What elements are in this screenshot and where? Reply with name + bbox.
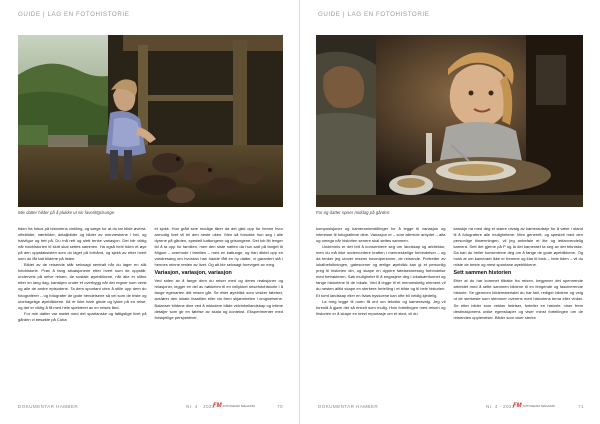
logo-subtitle: FOTOGRAFI MAGASIN — [522, 404, 555, 408]
paragraph: Ved siden av å fange dem du reiser med og deres reaksjoner og relasjoner, kigger en del av nøkkelen til en vellykket reisefotohistorie i å fange egenarten ditt reisen går. Se etter øyeblikk som vekker følelser, avslører den lokale livsstilen eller vis frem skjønnheten i omgivelsene. Balanser bildene dine ved å inkludere både vidvinkellandskap og intime detaljer som gir en følelse av skala og kontekst. Eksperimenter med forskjellige perspektiver, — [154, 278, 283, 320]
photo-girl-with-piglets — [18, 35, 283, 207]
paragraph: et sjokk. Hun grått sine modige tårer da det gikk opp for henne hvor armodig livet vil bli den neste uken. Men så forsokte hun seg i alle dyrene på gården, spesielt kattungene og grisungene. Det tok litt lenger tid å ta opp for familien, men den siste natten da hun satt på fanget til Miguel – overhode i familien – med en kattunge, og han diktet opp en vandresang om hvordan han hadde fått en ny datter, vi garantert stå i hennes minne resten av livet. Og alt ble selvsagt forevigert av meg. — [154, 226, 283, 268]
magazine-logo — [513, 403, 555, 409]
paragraph: Underveis er det lett å konsentrere seg om landskap og arkitektur, men du må ikke undervurdere kraften i menneskelige forbindelser – og da tenker jeg utover resens hovedpersoner, de reisende. Portretter av lokalbefolkningen, gatescener og ærlige øyeblikk kan gi et personlig preg til historien din, og skape en dypere følelsesmessig forbindelse med betrakteren. Søk muligheter til å engasjere deg i lokalsamfunnet og fange historiene til de lokale. Ved å legge til et menneskelig element vil du nesten alltid skape en sterkere fortelling i et bilde og til hele historien. Et tomt landskap eller en livløs bysscene kan ofte bli veldig kjedelig. — [316, 244, 446, 298]
logo-subtitle: FOTOGRAFI MAGASIN — [222, 404, 255, 408]
logo-mark: FM — [513, 403, 522, 409]
article-columns — [316, 226, 583, 321]
section-heading: Sett sammen historien — [453, 270, 512, 277]
photo-girl-eating-dinner — [316, 35, 583, 207]
section-heading: Variasjon, variasjon, variasjon — [154, 270, 232, 277]
article-column-1 — [316, 226, 446, 321]
photo-caption: For eg datter spiser middag på gården: — [316, 210, 391, 215]
article-column-2 — [155, 226, 284, 323]
footer-issue: Nr. 4 · 2023 — [186, 404, 215, 409]
paragraph: For mie datter var møtet med det spartanske og fattigslige livet på gården vi besøkte på Cuba — [18, 310, 147, 322]
page-footer — [318, 403, 584, 413]
page-header: GUIDE | LAG EN FOTOHISTORIE — [318, 11, 430, 18]
paragraph: Bildet av de reisende står selvsagt sentralt når du lager en slik fotohistorie. Prøv å fang situasjonene etter hvert som de oppstår, underveis på selve reisen, de sosiale øyeblikkene, når alle er slitne etter en lang dag, kanskjen under et overbygg når det regner som verst og alle de andre episodene. Ta dem spontant uten å stille opp dem du fotograferer – og fotografer de gode hendelsene så vel som de triste og ubehagelige øyeblikkene. Alt er ikke bare glede og lykke på en reise, og det er viktig å få med hele spekteret av en reises ånd. — [18, 262, 147, 310]
article-column-2 — [454, 226, 584, 321]
right-page — [300, 0, 600, 424]
paragraph: Etter at du har kommet tilbake fra reisen, begynner det spennende arbeidet med å sette sammen bildene til en fengende og fascinerende historie. Se gjennom bildematerialet du har tatt, rediger bildene og velg ut de sterkeste som stemmer overens med historiens tema eller vinkel. Se etter bilder som vekker følelser, forteller en historie, viser frem destinasjonens unike egenskaper og viser minst fortellingen om de reisendes opplevelser. Bilder som viser sterke — [453, 278, 583, 320]
page-number: 71 — [578, 404, 584, 409]
paragraph: tiden ha fokus på historiens vinkling, og sørge for at du tar bilde øverst-oftebilder, nærbilder, detaljbilder og bilder av menneskene i hel- og halvfigur og tett på. Du må rett og slett tenke variasjon. Det blir viktig når fotohistorien til slutt skal settes sammen. Ha også hele tiden et øye på den oppstaksisten som du laget på forhånd, og sjekk av etter hvert som du får tatt bildene på listen. — [18, 226, 147, 262]
page-number: 70 — [277, 404, 283, 409]
article-columns — [18, 226, 283, 323]
footer-issue: Nr. 4 · 2023 — [486, 404, 515, 409]
paragraph: kanskje ha med deg et større utvalg av kamerautstyr for å være i stand til å fotografere alle mulighetene. Men generelt, og spesielt med den personlige tilnærmingen, vil jeg anbefale et lite og lettanvendelig kamera. Sett det gjerne på P og la det kameraet ta seg av det tekniske. Da kan du heller konsentrere deg om å fange de gode øyeblikkene. Og husk at om kameraet ikke er fremme og klar til bruk – hele tiden – vil du miste de beste og mest spontane øyeblikkene. — [453, 226, 583, 268]
logo-mark: FM — [213, 403, 222, 409]
photo-girl-with-piglets-illustration — [18, 35, 283, 207]
page-header: GUIDE | LAG EN FOTOHISTORIE — [18, 11, 130, 18]
page-footer — [18, 403, 283, 413]
photo-caption: Mie datter hilder på å plukke ut sin favorittgrisunge. — [18, 210, 116, 215]
paragraph: komposisjoner og kameraninnstillinger for å legge til variasjon og interesse til fotografiene dine. Variasjon er – som allerede antydet – alfa og omega når historien senere skal settes sammen. — [316, 226, 446, 244]
paragraph: La meg legge til noen få ord om teknikk og kameravalg. Jeg vil foreslå å gjøre det så enkelt som mulig. Hvis fortellingen med reisen og historien er å skape en brezl reportasje om et sted, vil du — [316, 298, 446, 316]
footer-section: DOKUMENTAR HAMBER — [18, 404, 79, 409]
article-column-1 — [18, 226, 147, 323]
photo-girl-eating-dinner-illustration — [316, 35, 583, 207]
magazine-logo — [213, 403, 255, 409]
footer-section: DOKUMENTAR HAMBER — [318, 404, 379, 409]
